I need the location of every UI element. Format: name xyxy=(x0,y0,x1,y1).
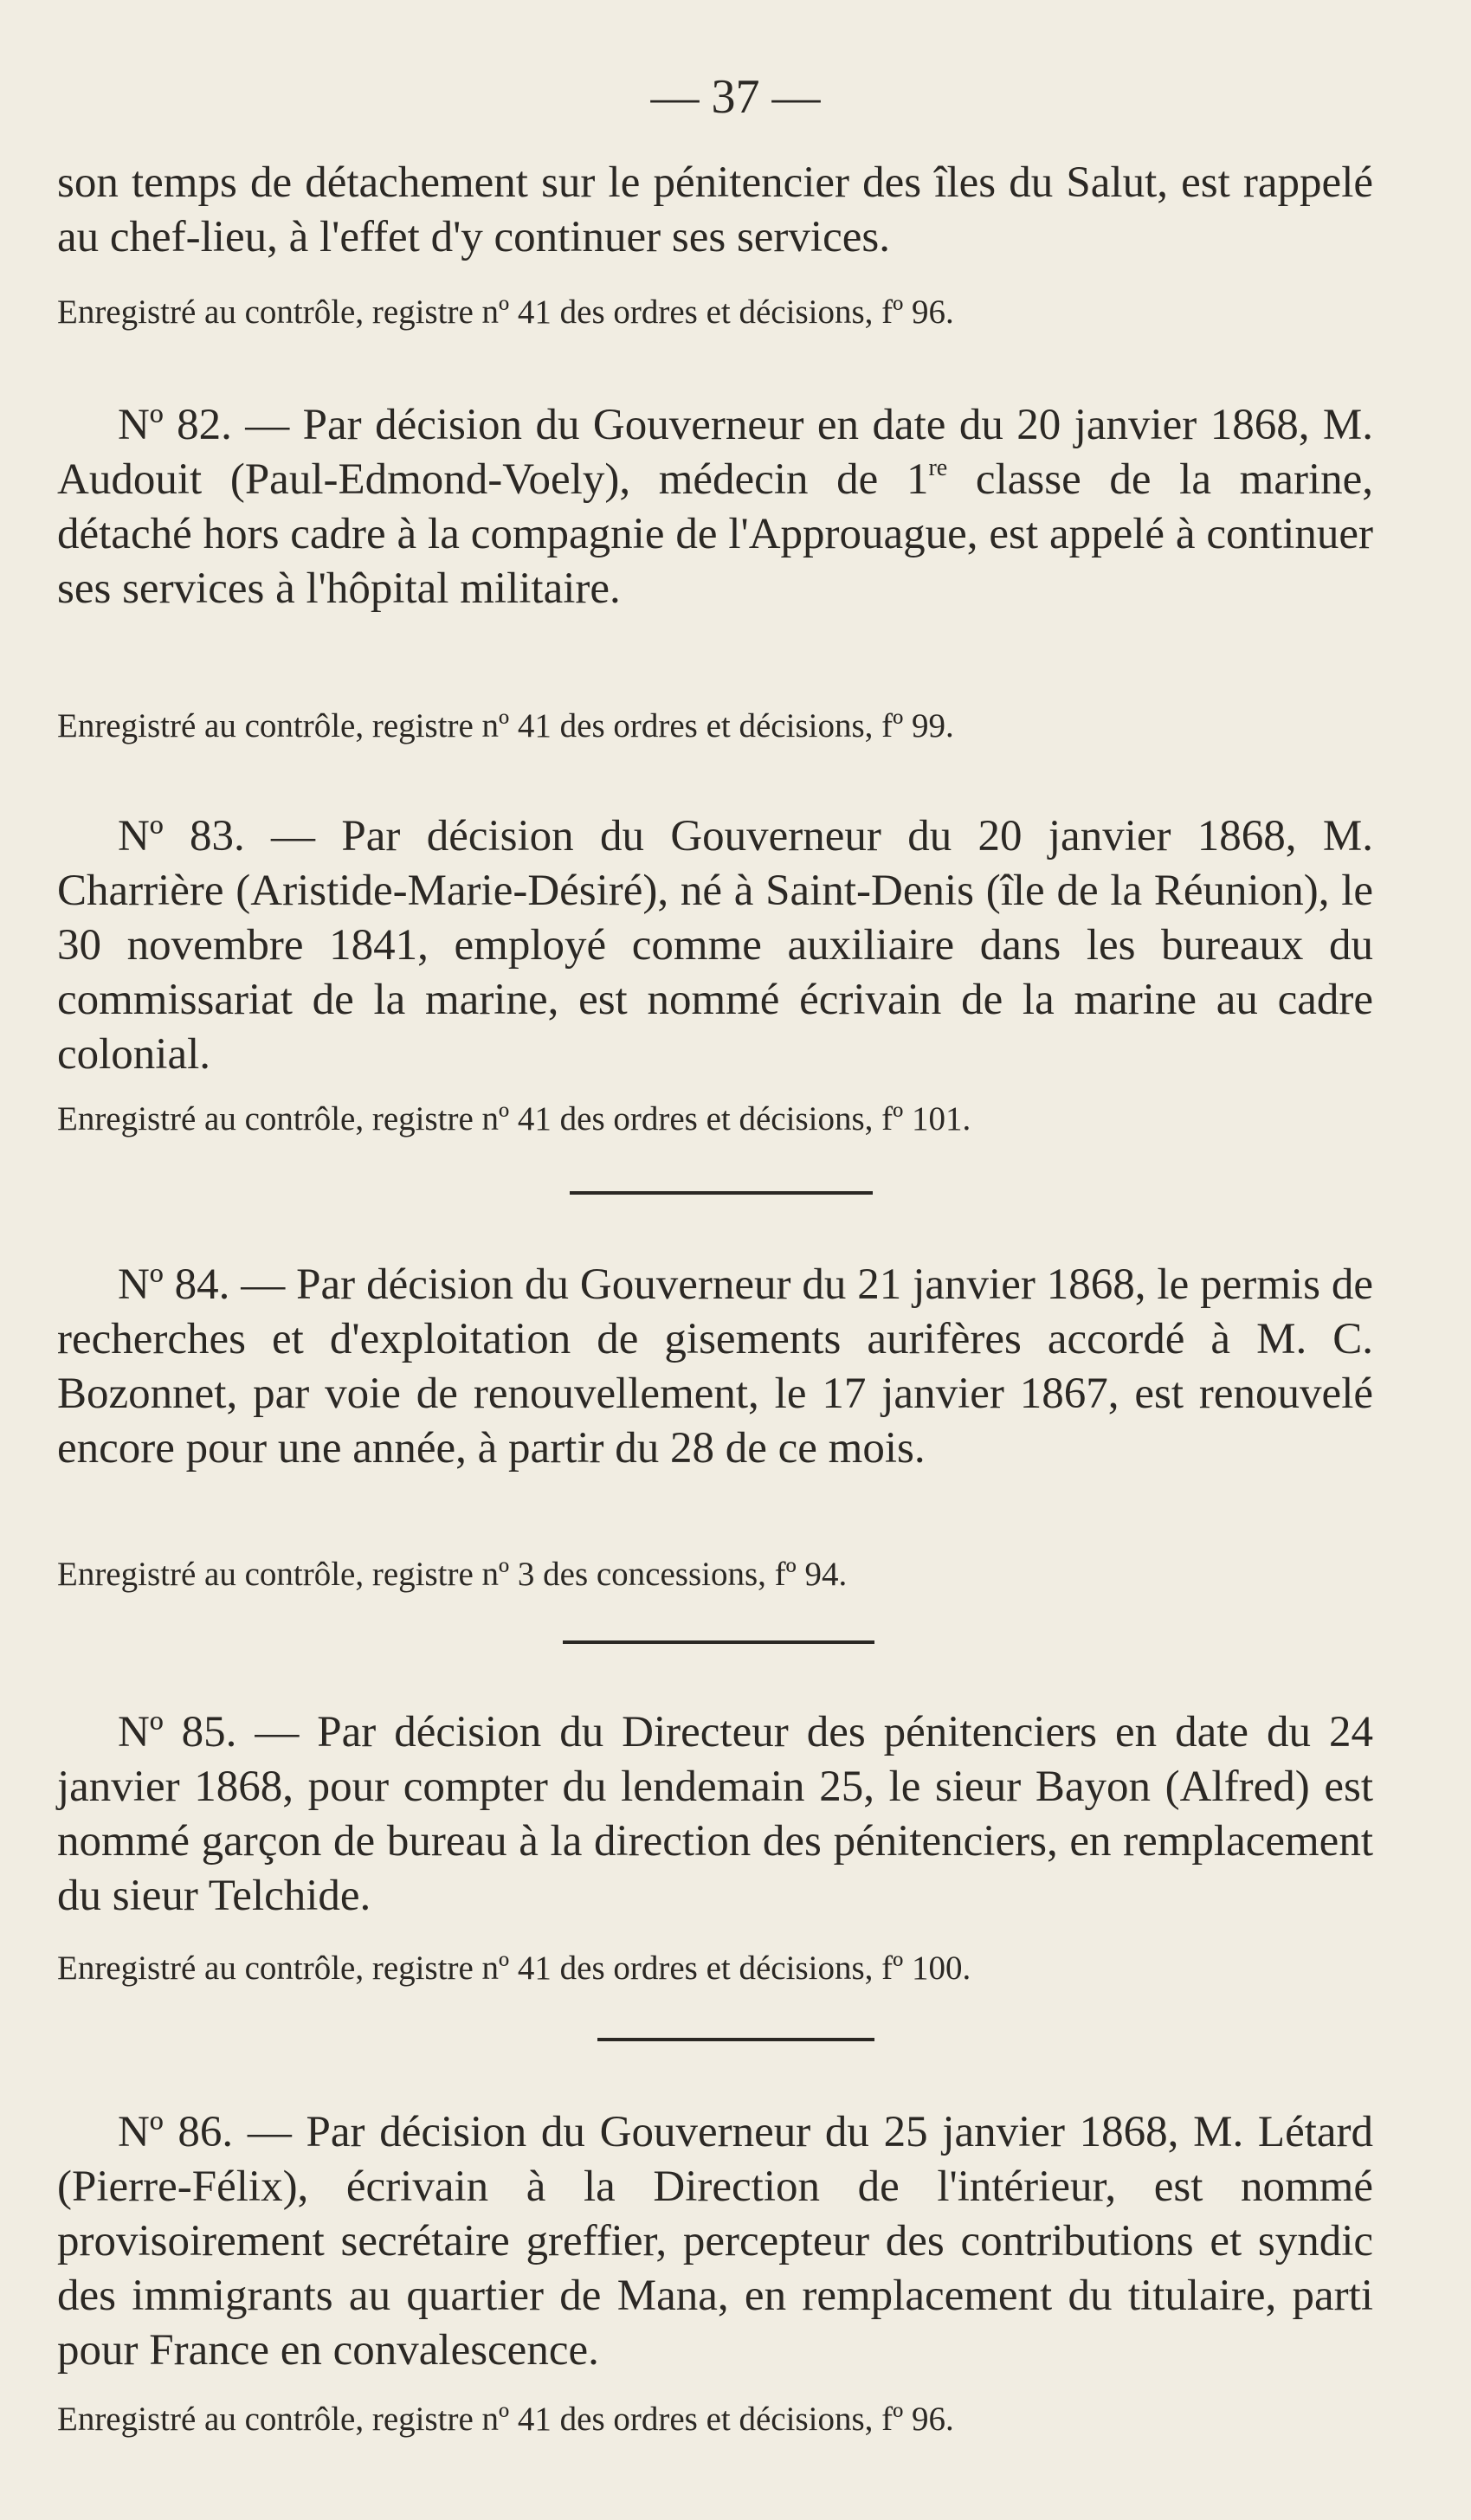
paragraph-text: Nº 84. — Par décision du Gouverneur du 21 janvier 1868, le permis de recherches et d'exploitation de gisements aurifères accordé à M. C. Bozonnet, par voie de renouvellement, le 17 janvier 1867, est renouvelé encore pour une année, à partir du 28 de ce mois. xyxy=(57,1260,1373,1473)
paragraph-text: Nº 82. — Par décision du Gouverneur en date du 20 janvier 1868, M. Audouit (Paul-Edmond-Voely), médecin de 1 xyxy=(57,401,1373,504)
registration-note: Enregistré au contrôle, registre nº 41 des ordres et décisions, fº 96. xyxy=(57,2401,954,2438)
decision-82 xyxy=(57,398,1373,616)
decision-83 xyxy=(57,809,1373,1082)
paragraph-text: Nº 86. — Par décision du Gouverneur du 25 janvier 1868, M. Létard (Pierre-Félix), écrivain à la Direction de l'intérieur, est nommé provisoirement secrétaire greffier, percepteur des contributions et syndic des immigrants au quartier de Mana, en remplacement du titulaire, parti pour France en convalescence. xyxy=(57,2108,1373,2375)
registration-note: Enregistré au contrôle, registre nº 41 des ordres et décisions, fº 96. xyxy=(57,293,954,331)
registration-note: Enregistré au contrôle, registre nº 41 des ordres et décisions, fº 101. xyxy=(57,1100,971,1138)
registration-note: Enregistré au contrôle, registre nº 41 des ordres et décisions, fº 99. xyxy=(57,707,954,744)
paragraph-text: son temps de détachement sur le pénitencier des îles du Salut, est rappelé au chef-lieu, à l'effet d'y continuer ses services. xyxy=(57,158,1373,261)
registration-note: Enregistré au contrôle, registre nº 41 des ordres et décisions, fº 100. xyxy=(57,1950,971,1987)
separator-rule xyxy=(563,1640,874,1644)
paragraph-text: classe de la marine, détaché hors cadre à la compagnie de l'Approuague, est appelé à continuer ses services à l'hôpital militaire. xyxy=(57,455,1373,613)
decision-86 xyxy=(57,2105,1373,2378)
paragraph-text: Nº 83. — Par décision du Gouverneur du 20 janvier 1868, M. Charrière (Aristide-Marie-Désiré), né à Saint-Denis (île de la Réunion), le 30 novembre 1841, employé comme auxiliaire dans les bureaux du commissariat de la marine, est nommé écrivain de la marine au cadre colonial. xyxy=(57,812,1373,1079)
superscript: re xyxy=(928,454,948,481)
decision-85 xyxy=(57,1705,1373,1924)
page-number: — 37 — xyxy=(650,70,821,124)
paragraph-text: Nº 85. — Par décision du Directeur des pénitenciers en date du 24 janvier 1868, pour compter du lendemain 25, le sieur Bayon (Alfred) est nommé garçon de bureau à la direction des pénitenciers, en remplacement du sieur Telchide. xyxy=(57,1708,1373,1920)
decision-84 xyxy=(57,1258,1373,1476)
paragraph-continuation xyxy=(57,156,1373,265)
separator-rule xyxy=(570,1191,873,1195)
separator-rule xyxy=(597,2038,874,2041)
registration-note: Enregistré au contrôle, registre nº 3 des concessions, fº 94. xyxy=(57,1556,848,1593)
